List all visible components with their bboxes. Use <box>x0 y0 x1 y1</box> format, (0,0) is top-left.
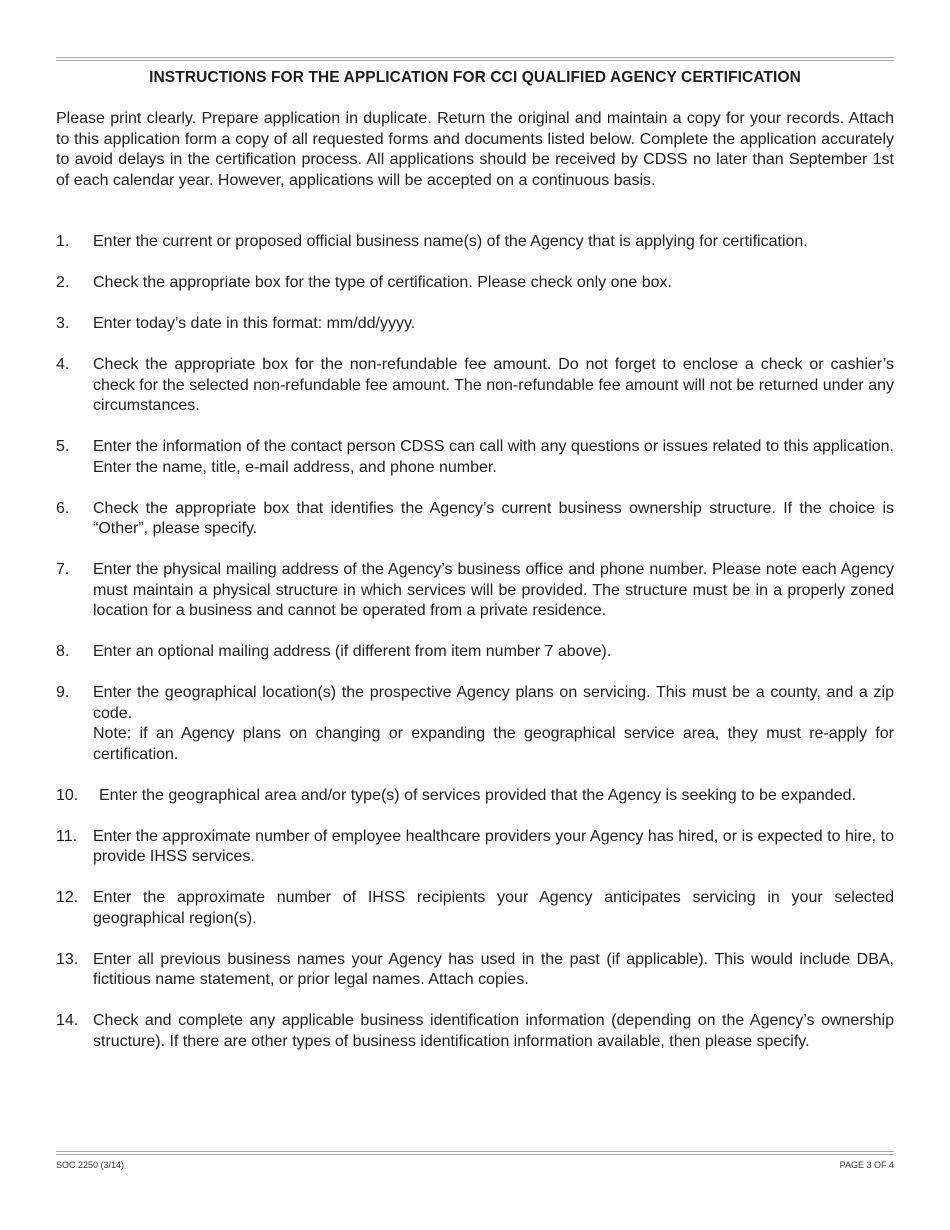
list-item-text: Enter the physical mailing address of the Agency’s business office and phone number. Please note each Agency must maintain a physical structure in which services will be provided. The structure must be in a properly zoned location for a business and cannot be operated from a private residence. <box>93 561 894 619</box>
list-item-number: 11. <box>56 827 78 845</box>
list-item <box>56 355 894 417</box>
page-number: PAGE 3 OF 4 <box>839 1160 894 1170</box>
list-item <box>56 314 894 335</box>
list-item-note: Note: if an Agency plans on changing or expanding the geographical service area, they must re-apply for certification. <box>93 725 894 763</box>
list-item <box>56 950 894 991</box>
list-item-text: Enter the geographical location(s) the prospective Agency plans on servicing. This must be a county, and a zip code. <box>93 684 894 722</box>
list-item-text: Enter the approximate number of employee healthcare providers your Agency has hired, or is expected to hire, to provide IHSS services. <box>93 827 894 865</box>
list-item-text: Enter the current or proposed official business name(s) of the Agency that is applying for certification. <box>93 233 808 250</box>
list-item <box>56 827 894 868</box>
list-item <box>56 232 894 253</box>
list-item-number: 12. <box>56 889 79 906</box>
list-item-text: Check the appropriate box that identifies the Agency’s current business ownership structure. If the choice is “Other”, please specify. <box>93 499 894 537</box>
list-item <box>56 437 894 478</box>
list-item-text: Check and complete any applicable business identification information (depending on the Agency’s ownership structure). If there are other types of business identification information available, then please specify. <box>93 1012 894 1050</box>
top-rule <box>56 57 894 61</box>
list-item-text: Enter the approximate number of IHSS recipients your Agency anticipates servicing in your selected geographical region(s). <box>93 889 894 927</box>
list-item-number: 1. <box>56 233 70 250</box>
list-item-text: Enter the information of the contact person CDSS can call with any questions or issues related to this application. Enter the name, title, e-mail address, and phone number. <box>93 438 894 476</box>
instruction-list <box>56 232 894 1073</box>
list-item-text: Enter all previous business names your Agency has used in the past (if applicable). This would include DBA, fictitious name statement, or prior legal names. Attach copies. <box>93 950 894 988</box>
form-id: SOC 2250 (3/14) <box>56 1160 125 1170</box>
list-item <box>56 888 894 929</box>
list-item-text: Check the appropriate box for the type of certification. Please check only one box. <box>93 274 672 291</box>
list-item <box>56 560 894 622</box>
list-item-text: Enter an optional mailing address (if different from item number 7 above). <box>93 643 612 660</box>
list-item-text: Enter today’s date in this format: mm/dd/yyyy. <box>93 315 416 332</box>
list-item <box>56 273 894 294</box>
list-item-number: 7. <box>56 561 70 578</box>
list-item <box>56 499 894 540</box>
list-item-number: 3. <box>56 315 70 332</box>
list-item <box>56 786 894 807</box>
list-item-number: 8. <box>56 643 70 660</box>
list-item-number: 10. <box>56 786 79 804</box>
list-item-text: Check the appropriate box for the non-refundable fee amount. Do not forget to enclose a check or cashier’s check for the selected non-refundable fee amount. The non-refundable fee amount will not be returned under any circumstances. <box>93 356 894 414</box>
list-item-text: Enter the geographical area and/or type(s) of services provided that the Agency is seeking to be expanded. <box>99 786 856 804</box>
page-title: INSTRUCTIONS FOR THE APPLICATION FOR CCI QUALIFIED AGENCY CERTIFICATION <box>149 69 801 86</box>
intro-paragraph: Please print clearly. Prepare application in duplicate. Return the original and maintain a copy for your records. Attach to this application form a copy of all requested forms and documents listed below. Complete the application accurately to avoid delays in the certification process. All applications should be received by CDSS no later than September 1st of each calendar year. However, applications will be accepted on a continuous basis. <box>56 110 894 189</box>
list-item <box>56 683 894 765</box>
list-item-number: 4. <box>56 356 70 373</box>
bottom-rule <box>56 1151 894 1155</box>
list-item-number: 9. <box>56 684 70 701</box>
list-item-number: 14. <box>56 1012 79 1029</box>
list-item-number: 5. <box>56 438 70 455</box>
list-item-text-group <box>93 683 894 765</box>
list-item-number: 2. <box>56 274 70 291</box>
list-item <box>56 642 894 663</box>
list-item-number: 6. <box>56 499 70 517</box>
list-item <box>56 1011 894 1052</box>
list-item-number: 13. <box>56 950 79 968</box>
